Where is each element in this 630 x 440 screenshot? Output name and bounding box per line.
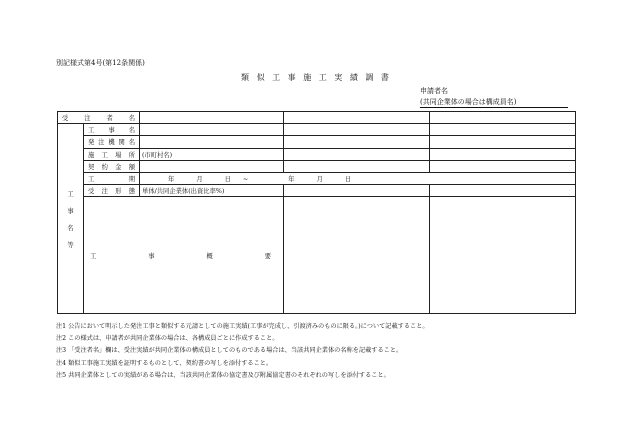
ordering-org-row bbox=[58, 136, 576, 148]
side-char-2: 事 bbox=[67, 207, 74, 215]
location-cell-2[interactable] bbox=[284, 148, 430, 160]
contract-amount-cell-1[interactable] bbox=[140, 160, 284, 172]
contract-amount-row bbox=[58, 160, 576, 172]
work-name-cell-3[interactable] bbox=[430, 124, 576, 136]
note-4: 注4 類似工事施工実績を証明するものとして、契約書の写しを添付すること。 bbox=[56, 359, 273, 367]
order-type-row bbox=[58, 185, 576, 197]
note-3: 注3 「受注者名」欄は、受注実績が共同企業体の構成員としてのものである場合は、当該共同企業体の名称を記載すること。 bbox=[56, 347, 403, 355]
work-name-cell-1[interactable] bbox=[140, 124, 284, 136]
applicant-label: 申請者名 bbox=[420, 87, 448, 95]
side-char-1: 工 bbox=[67, 190, 74, 198]
period-label: 工 期 bbox=[84, 172, 140, 184]
period-year-1: 年 bbox=[168, 175, 175, 183]
note-1: 注1 公告において明示した発注工事と類似する元請としての施工実績(工事が完成し、引渡済みのものに限る。)について記載すること。 bbox=[56, 323, 429, 330]
location-cell-3[interactable] bbox=[430, 148, 576, 160]
applicant-name-field[interactable]: (共同企業体の場合は構成員名) bbox=[420, 98, 568, 108]
contractor-cell-2[interactable] bbox=[284, 112, 430, 124]
summary-cell-2[interactable] bbox=[430, 197, 576, 314]
contract-amount-cell-3[interactable] bbox=[430, 160, 576, 172]
order-type-label: 受 注 形 態 bbox=[84, 185, 140, 197]
summary-label: 工 事 概 要 bbox=[84, 197, 284, 314]
contractor-row bbox=[58, 112, 576, 124]
work-name-row bbox=[58, 124, 576, 136]
work-details-side-label bbox=[58, 124, 84, 314]
note-2: 注2 この様式は、申請者が共同企業体の場合は、各構成員ごとに作成すること。 bbox=[56, 335, 279, 343]
notes-section bbox=[56, 321, 429, 382]
contractor-cell-3[interactable] bbox=[430, 112, 576, 124]
location-row bbox=[58, 148, 576, 160]
work-name-label: 工 事 名 bbox=[84, 124, 140, 136]
period-day-1: 日 bbox=[224, 175, 231, 183]
contract-amount-cell-2[interactable] bbox=[284, 160, 430, 172]
form-number: 別記様式第4号(第12条関係) bbox=[56, 59, 145, 67]
contractor-label: 受 注 者 名 bbox=[58, 112, 140, 124]
period-year-2: 年 bbox=[288, 175, 295, 183]
summary-row bbox=[58, 197, 576, 314]
side-char-4: 等 bbox=[67, 241, 74, 249]
location-label: 施 工 場 所 bbox=[84, 148, 140, 160]
contract-amount-label: 契約金額 bbox=[84, 160, 140, 172]
ordering-org-cell-2[interactable] bbox=[284, 136, 430, 148]
ordering-org-cell-3[interactable] bbox=[430, 136, 576, 148]
location-cell-1[interactable]: (市町村名) bbox=[140, 148, 284, 160]
ordering-org-cell-1[interactable] bbox=[140, 136, 284, 148]
order-type-cell-1[interactable]: 単体/共同企業体(出資比率%) bbox=[140, 185, 284, 197]
period-tilde: ~ bbox=[242, 175, 249, 183]
contractor-cell-1[interactable] bbox=[140, 112, 284, 124]
ordering-org-label: 発注機関名 bbox=[84, 136, 140, 148]
period-month-1: 月 bbox=[196, 175, 203, 183]
order-type-cell-3[interactable] bbox=[430, 185, 576, 197]
order-type-cell-2[interactable] bbox=[284, 185, 430, 197]
period-value[interactable] bbox=[140, 172, 576, 184]
period-day-2: 日 bbox=[344, 175, 352, 183]
period-row bbox=[58, 172, 576, 184]
side-char-3: 名 bbox=[67, 224, 74, 232]
summary-cell-1[interactable] bbox=[284, 197, 430, 314]
document-title: 類 似 工 事 施 工 実 績 調 書 bbox=[241, 73, 389, 82]
performance-table bbox=[57, 111, 576, 314]
note-5: 注5 共同企業体としての実績がある場合は、当該共同企業体の協定書及び附属協定書のそれぞれの写しを添付すること。 bbox=[56, 371, 390, 379]
period-month-2: 月 bbox=[316, 175, 323, 183]
work-name-cell-2[interactable] bbox=[284, 124, 430, 136]
